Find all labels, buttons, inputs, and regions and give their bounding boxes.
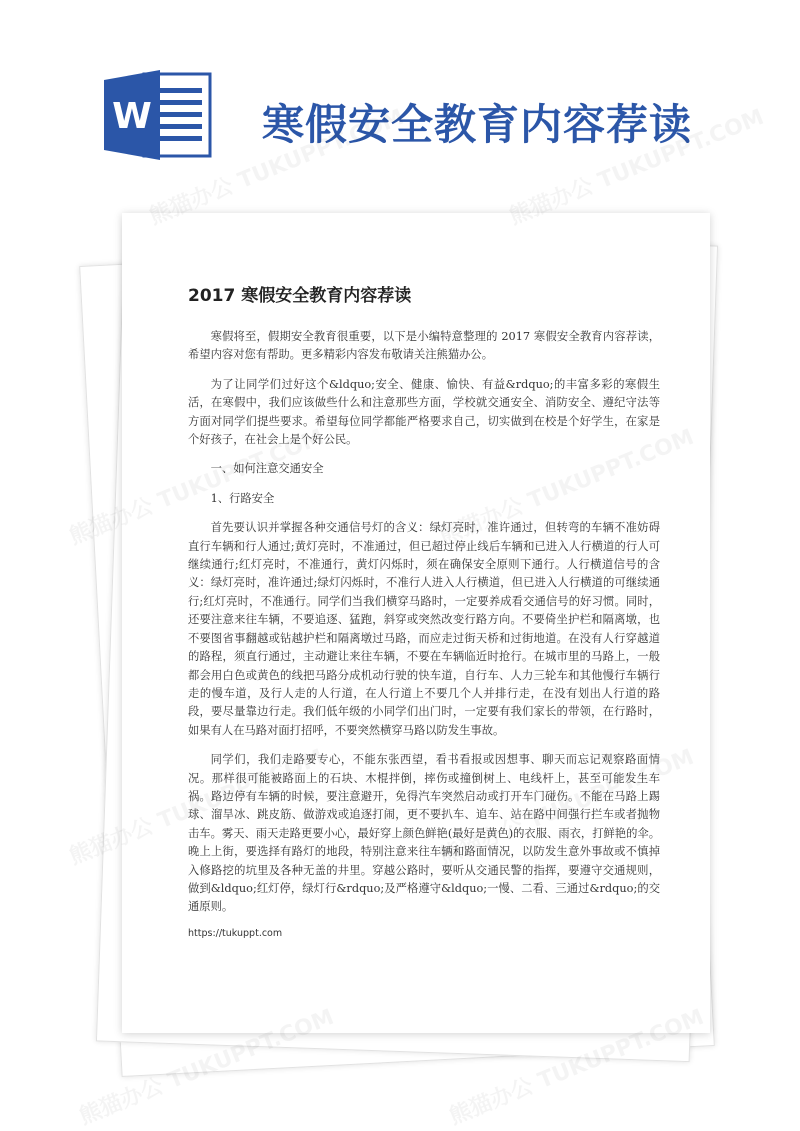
section-heading: 一、如何注意交通安全: [210, 462, 324, 476]
document-page: [122, 213, 710, 1033]
document-content: [188, 281, 660, 939]
logo-letter: W: [112, 96, 152, 137]
intro-paragraph: 寒假将至，假期安全教育很重要，以下是小编特意整理的 2017 寒假安全教育内容荐读，希望内容对您有帮助。更多精彩内容发布敬请关注熊猫办公。: [188, 330, 660, 362]
document-title: 2017 寒假安全教育内容荐读: [188, 286, 412, 306]
footer-link[interactable]: https://tukuppt.com: [188, 927, 283, 939]
traffic-signal-paragraph: 首先要认识并掌握各种交通信号灯的含义：绿灯亮时，准许通过，但转弯的车辆不准妨碍直行车辆和行人通过;黄灯亮时，不准通过，但已超过停止线后车辆和已进入人行横道的行人可继续通行;红灯亮时，不准通行，黄灯闪烁时，须在确保安全原则下通行。人行横道信号的含义：绿灯亮时，准许通过;绿灯闪烁时，不准行人进入人行横道，但已进入人行横道的可继续通行;红灯亮时，不准通行。同学们当我们横穿马路时，一定要养成看交通信号的好习惯。同时，还要注意来往车辆，不要追逐、猛跑，斜穿或突然改变行路方向。不要倚坐护栏和隔离墩，也不要图省事翻越或钻越护栏和隔离墩过马路，而应走过街天桥和过街地道。在没有人行穿越道的路程，须直行通过，主动避让来往车辆，不要在车辆临近时抢行。在城市里的马路上，一般都会用白色或黄色的线把马路分成机动行驶的快车道，自行车、人力三轮车和其他慢行车辆行走的慢车道，及行人走的人行道，在人行道上不要几个人并排行走，在没有划出人行道的路段，要尽量靠边行走。我们低年级的小同学们出门时，一定要有我们家长的带领，在行路时，如果有人在马路对面打招呼，不要突然横穿马路以防发生事故。: [188, 521, 660, 737]
purpose-paragraph: 为了让同学们过好这个&ldquo;安全、健康、愉快、有益&rdquo;的丰富多彩的寒假生活，在寒假中，我们应该做些什么和注意那些方面，学校就交通安全、消防安全、遵纪守法等方面对同学们提些要求。希望每位同学都能严格要求自己，切实做到在校是个好学生，在家是个好孩子，在社会上是个好公民。: [188, 377, 660, 447]
walking-safety-paragraph: 同学们，我们走路要专心，不能东张西望，看书看报或因想事、聊天而忘记观察路面情况。那样很可能被路面上的石块、木棍拌倒，摔伤或撞倒树上、电线杆上，甚至可能发生车祸。路边停有车辆的时候，要注意避开，免得汽车突然启动或打开车门碰伤。不能在马路上踢球、溜旱冰、跳皮筋、做游戏或追逐打闹，更不要扒车、追车、站在路中间强行拦车或者抛物击车。雾天、雨天走路更要小心，最好穿上颜色鲜艳(最好是黄色)的衣服、雨衣，打鲜艳的伞。晚上上街，要选择有路灯的地段，特别注意来往车辆和路面情况，以防发生意外事故或不慎掉入修路挖的坑里及各种无盖的井里。穿越公路时，要听从交通民警的指挥，要遵守交通规则，做到&ldquo;红灯停，绿灯行&rdquo;及严格遵守&ldquo;一慢、二看、三通过&rdquo;的交通原则。: [188, 753, 660, 914]
header-title: 寒假安全教育内容荐读: [262, 100, 693, 149]
sub-heading: 1、行路安全: [210, 491, 275, 505]
header-banner: [0, 0, 800, 200]
word-document-icon: [104, 70, 212, 160]
